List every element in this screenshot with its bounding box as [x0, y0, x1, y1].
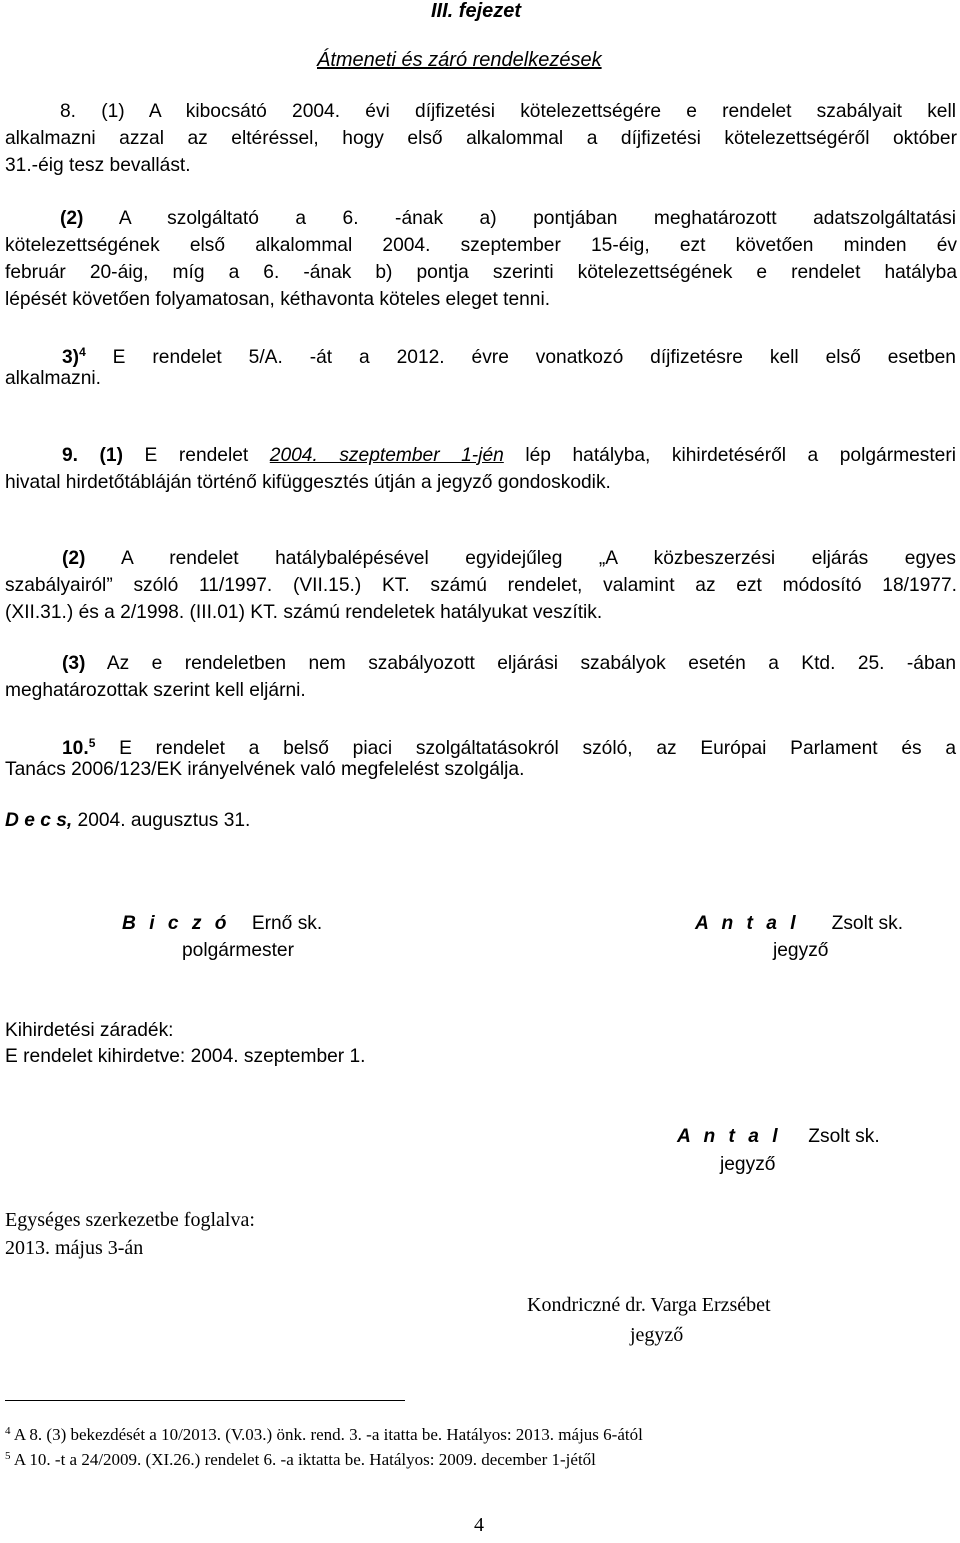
left-signature-name: B i c z ó Ernő sk.	[122, 913, 323, 934]
chapter-title: III. fejezet	[431, 0, 522, 22]
s8-line-2: alkalmazni azzal az eltéréssel, hogy első alkalommal a díjfizetési kötelezettségéről október	[5, 128, 957, 149]
s8-line-1: 8. (1) A kibocsátó 2004. évi díjfizetési kötelezettségére e rendelet szabályait kell	[60, 101, 956, 122]
footnote-5	[5, 1450, 596, 1470]
s8-p3-line-2: alkalmazni.	[5, 368, 101, 389]
s8-p2-line-4: lépését követően folyamatosan, kéthavonta köteles eleget tenni.	[5, 289, 551, 310]
s10-number: 10.$^5$	[62, 736, 96, 759]
right-signature-title: jegyző	[773, 940, 829, 961]
s8-p2-line-2: kötelezettségének első alkalommal 2004. szeptember 15-éig, ezt követően minden év	[5, 235, 957, 256]
s9-p2-line-1: (2) A rendelet hatálybalépésével egyidejűleg „A közbeszerzési eljárás egyes	[62, 548, 956, 569]
s9-p2-line-2: szabályairól” szóló 11/1997. (VII.15.) KT. számú rendelet, valamint az ezt módosító 18/1977.	[5, 575, 957, 596]
consolidation-signer: Kondriczné dr. Varga Erzsébet	[527, 1294, 771, 1316]
footnote-4	[5, 1425, 643, 1445]
footnote-text: A 10. -t a 24/2009. (XI.26.) rendelet 6. -a iktatta be. Hatályos: 2009. december 1-jétől	[13, 1450, 596, 1469]
footnote-ref-4: 4	[79, 345, 86, 359]
s8-p2-line-1: (2) A szolgáltató a 6. -ának a) pontjában meghatározott adatszolgáltatási	[60, 208, 956, 229]
chapter-subtitle: Átmeneti és záró rendelkezések	[317, 49, 602, 71]
document-date: 2004. augusztus 31.	[77, 810, 251, 831]
right-signature-name: A n t a l Zsolt sk.	[695, 913, 904, 934]
s9-p3-line-1: (3) Az e rendeletben nem szabályozott eljárási szabályok esetén a Ktd. 25. -ában	[62, 653, 956, 674]
footnote-separator	[5, 1400, 405, 1401]
page-number: 4	[474, 1514, 484, 1536]
footnote-ref-5: 5	[88, 736, 96, 750]
place-name: D e c s,	[5, 810, 73, 831]
s8-p3-line-1: 3)$^4$ E rendelet 5/A. -át a 2012. évre vonatkozó díjfizetésre kell első esetben	[62, 345, 956, 368]
s9-line-1: 9. (1) E rendelet 2004. szeptember 1-jén lép hatályba, kihirdetéséről a polgármesteri	[62, 445, 957, 466]
promulgation-label: Kihirdetési záradék:	[5, 1020, 174, 1041]
consolidation-line-1: Egységes szerkezetbe foglalva:	[5, 1209, 255, 1231]
s8-p2-line-3: február 20-áig, míg a 6. -ának b) pontja szerinti kötelezettségének e rendelet hatályba	[5, 262, 957, 283]
s10-line-1: 10.$^5$ E rendelet a belső piaci szolgáltatásokról szóló, az Európai Parlament és a	[62, 736, 956, 759]
s9-p2-number: (2)	[62, 548, 86, 569]
s9-line-2: hivatal hirdetőtábláján történő kifüggesztés útján a jegyző gondoskodik.	[5, 472, 611, 493]
consolidation-line-2: 2013. május 3-án	[5, 1237, 144, 1259]
promulgation-signature-title: jegyző	[720, 1154, 776, 1175]
s8-p2-number: (2)	[60, 208, 84, 229]
s8-p3-number: 3)$^4$	[62, 345, 86, 368]
s10-line-2: Tanács 2006/123/EK irányelvének való megfelelést szolgálja.	[5, 759, 525, 780]
s8-line-3: 31.-éig tesz bevallást.	[5, 155, 191, 176]
footnote-number: 4	[5, 1425, 11, 1437]
footnote-text: A 8. (3) bekezdését a 10/2013. (V.03.) önk. rend. 3. -a itatta be. Hatályos: 2013. május 6-ától	[13, 1425, 643, 1444]
s9-effective-date: 2004. szeptember 1-jén	[269, 445, 504, 466]
s9-p3-line-2: meghatározottak szerint kell eljárni.	[5, 680, 306, 701]
footnote-number: 5	[5, 1450, 11, 1462]
s9-p2-line-3: (XII.31.) és a 2/1998. (III.01) KT. számú rendeletek hatályukat veszítik.	[5, 602, 603, 623]
consolidation-signer-title: jegyző	[630, 1324, 684, 1346]
s9-number: 9. (1)	[62, 445, 123, 466]
place-date	[5, 810, 250, 832]
left-signature-title: polgármester	[182, 940, 294, 961]
s9-p3-number: (3)	[62, 653, 86, 674]
promulgation-signature-name: A n t a l Zsolt sk.	[677, 1126, 880, 1147]
promulgation-text: E rendelet kihirdetve: 2004. szeptember 1.	[5, 1046, 366, 1067]
